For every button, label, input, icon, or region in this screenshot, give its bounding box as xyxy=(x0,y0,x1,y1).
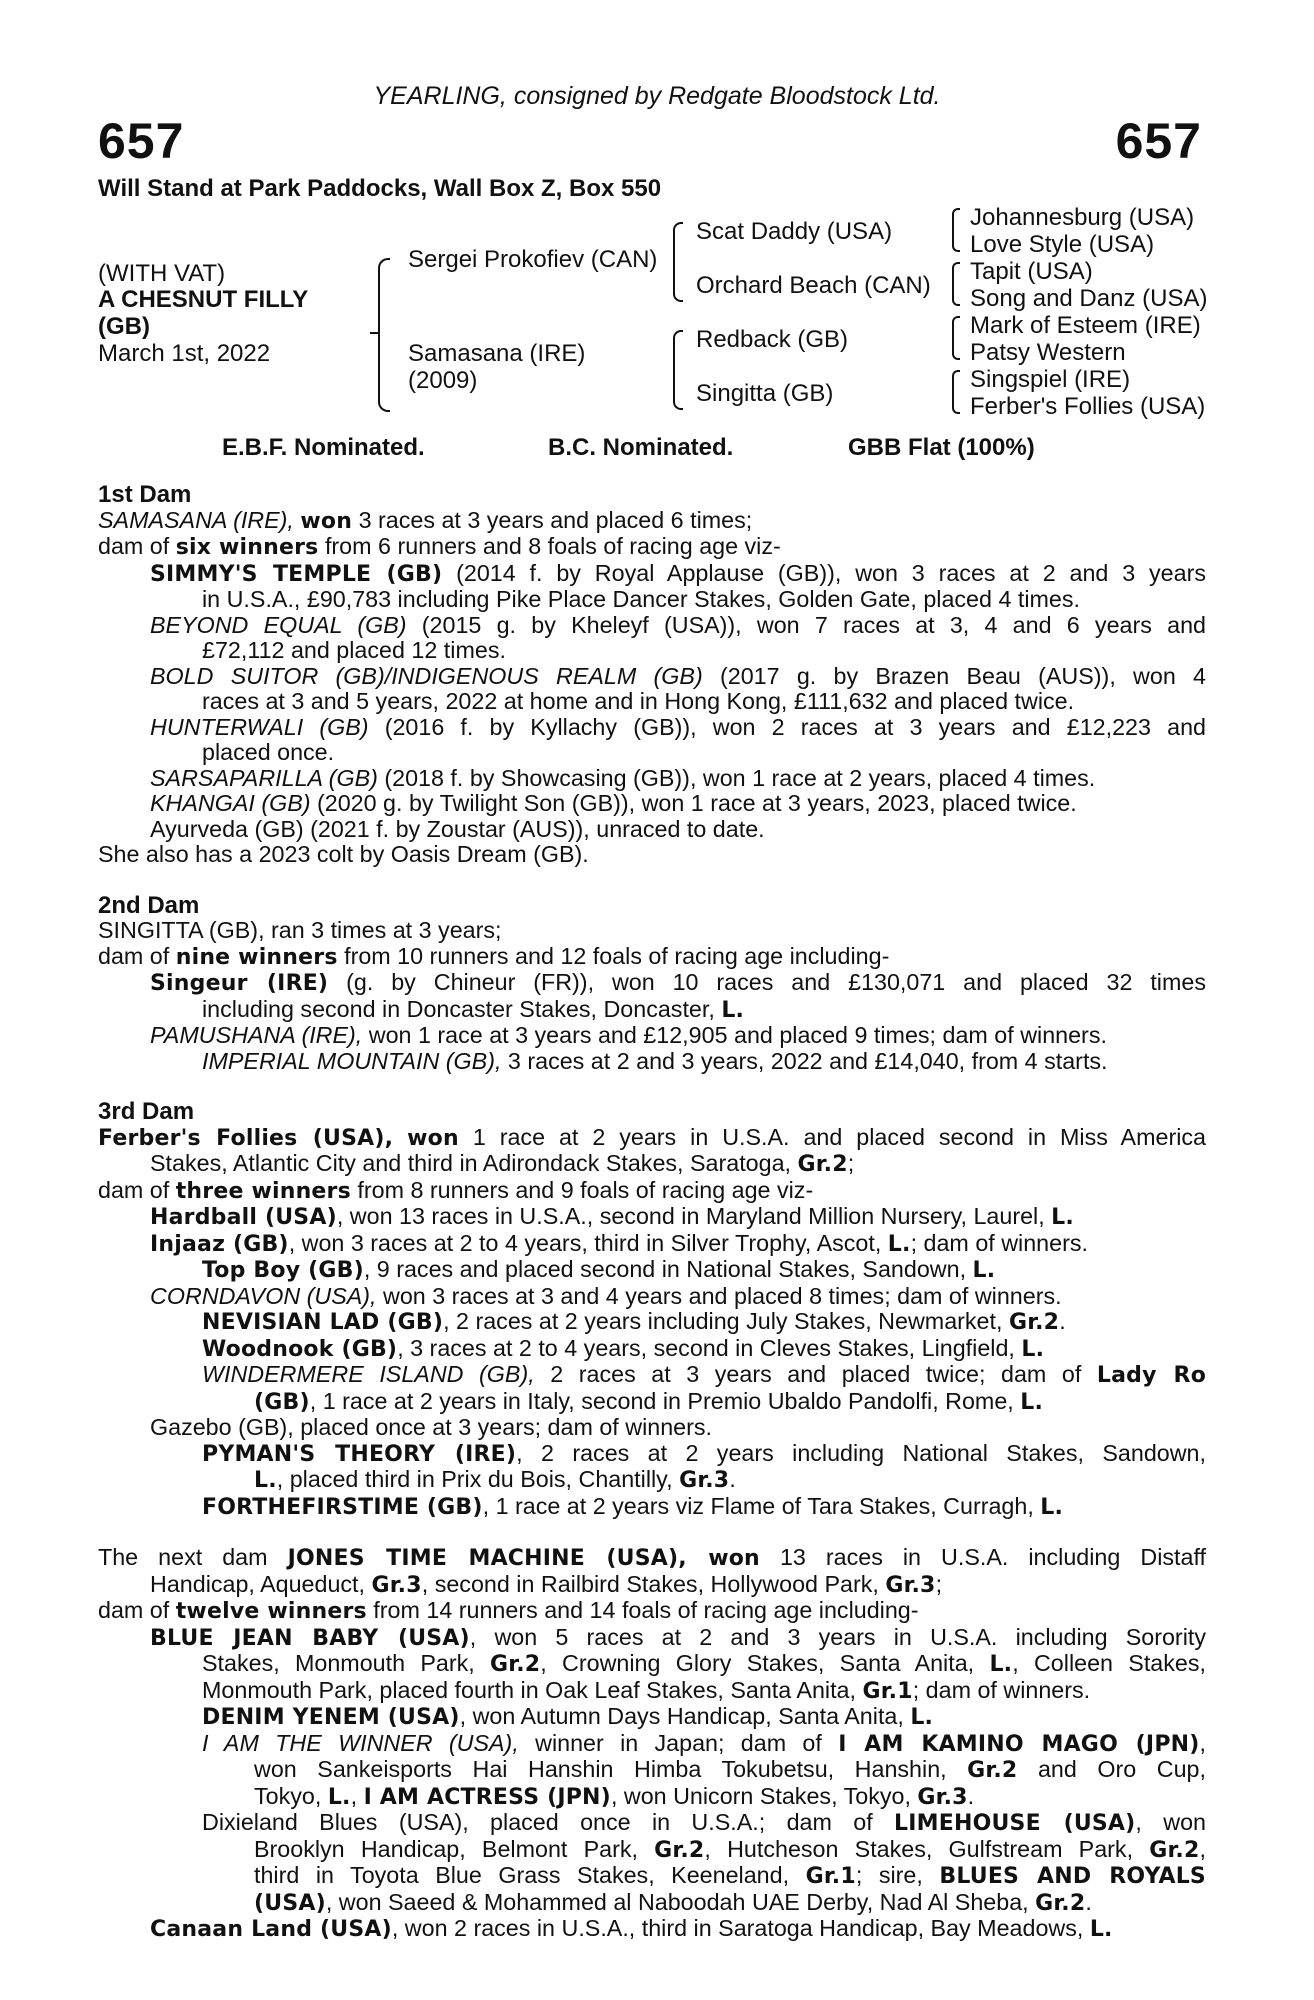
progeny-ayurveda: Ayurveda (GB) (2021 f. by Zoustar (AUS)), unraced to date. xyxy=(150,815,765,842)
progeny-lady-ro-cont: (GB), 1 race at 2 years in Italy, second in Premio Ubaldo Pandolfi, Rome, L. xyxy=(254,1387,1044,1415)
progeny-singeur: Singeur (IRE) (g. by Chineur (FR)), won 10 races and £130,071 and placed 32 times xyxy=(150,969,1206,996)
progeny-blues-and-royals-cont: (USA), won Saeed & Mohammed al Naboodah UAE Derby, Nad Al Sheba, Gr.2. xyxy=(254,1888,1092,1916)
dam: Samasana (IRE) xyxy=(408,340,586,367)
bc-nomination: B.C. Nominated. xyxy=(548,434,734,461)
progeny-injaaz: Injaaz (GB), won 3 races at 2 to 4 years, third in Silver Trophy, Ascot, L.; dam of winners. xyxy=(150,1229,1088,1257)
progeny-hardball: Hardball (USA), won 13 races in U.S.A., second in Maryland Million Nursery, Laurel, L. xyxy=(150,1203,1074,1230)
gbb-flat: GBB Flat (100%) xyxy=(848,434,1035,461)
lot-number-right: 657 xyxy=(1115,113,1202,169)
progeny-hunterwali-cont: placed once. xyxy=(202,739,335,765)
first-dam-heading: 1st Dam xyxy=(98,481,192,508)
pedigree-brace-2 xyxy=(673,222,683,302)
sire: Sergei Prokofiev (CAN) xyxy=(408,246,658,273)
progeny-limehouse-cont-2: third in Toyota Blue Grass Stakes, Keeneland, Gr.1; sire, BLUES AND ROYALS xyxy=(254,1862,1206,1889)
progeny-simmys-temple: SIMMY'S TEMPLE (GB) (2014 f. by Royal Applause (GB)), won 3 races at 2 and 3 years xyxy=(150,559,1206,587)
vat-note: (WITH VAT) xyxy=(98,260,226,287)
progeny-i-am-kamino-mago-cont: won Sankeisports Hai Hanshin Himba Tokubetsu, Hanshin, Gr.2 and Oro Cup, xyxy=(254,1756,1206,1783)
grandsire-2: Tapit (USA) xyxy=(970,258,1093,285)
first-dam-line-2: dam of six winners from 6 runners and 8 foals of racing age viz- xyxy=(98,533,781,560)
progeny-denim-yenem: DENIM YENEM (USA), won Autumn Days Handicap, Santa Anita, L. xyxy=(202,1703,934,1730)
stand-location: Will Stand at Park Paddocks, Wall Box Z, Box 550 xyxy=(98,175,662,202)
granddam-4: Ferber's Follies (USA) xyxy=(970,393,1206,420)
progeny-simmys-temple-cont: in U.S.A., £90,783 including Pike Place Dancer Stakes, Golden Gate, placed 4 times. xyxy=(202,586,1081,612)
third-dam-line-1-cont: Stakes, Atlantic City and third in Adirondack Stakes, Saratoga, Gr.2; xyxy=(150,1150,855,1177)
progeny-i-am-the-winner: I AM THE WINNER (USA), winner in Japan; dam of I AM KAMINO MAGO (JPN), xyxy=(202,1729,1206,1757)
second-dam-line-2: dam of nine winners from 10 runners and 12 foals of racing age including- xyxy=(98,942,890,970)
pedigree-brace-7 xyxy=(952,370,960,414)
dam-dam: Singitta (GB) xyxy=(696,380,834,407)
progeny-forthefirstime: FORTHEFIRSTIME (GB), 1 race at 2 years viz Flame of Tara Stakes, Curragh, L. xyxy=(202,1492,1064,1520)
progeny-blue-jean-baby-cont-1: Stakes, Monmouth Park, Gr.2, Crowning Glory Stakes, Santa Anita, L., Colleen Stakes, xyxy=(202,1650,1206,1677)
progeny-bold-suitor: BOLD SUITOR (GB)/INDIGENOUS REALM (GB) (2017 g. by Brazen Beau (AUS)), won 4 xyxy=(150,662,1206,689)
progeny-pamushana: PAMUSHANA (IRE), won 1 race at 3 years and £12,905 and placed 9 times; dam of winners. xyxy=(150,1022,1107,1048)
progeny-hunterwali: HUNTERWALI (GB) (2016 f. by Kyllachy (GB)), won 2 races at 3 years and £12,223 and xyxy=(150,713,1206,740)
pedigree-brace-1-point xyxy=(370,332,378,334)
progeny-woodnook: Woodnook (GB), 3 races at 2 to 4 years, second in Cleves Stakes, Lingfield, L. xyxy=(202,1334,1045,1362)
progeny-beyond-equal: BEYOND EQUAL (GB) (2015 g. by Kheleyf (USA)), won 7 races at 3, 4 and 6 years and xyxy=(150,611,1206,638)
dam-records xyxy=(98,482,1206,1943)
progeny-limehouse-cont-1: Brooklyn Handicap, Belmont Park, Gr.2, Hutcheson Stakes, Gulfstream Park, Gr.2, xyxy=(254,1835,1206,1863)
progeny-bold-suitor-cont: races at 3 and 5 years, 2022 at home and in Hong Kong, £111,632 and placed twice. xyxy=(202,688,1075,714)
dam-sire: Redback (GB) xyxy=(696,326,849,353)
dam-year: (2009) xyxy=(408,367,478,394)
lot-number-left: 657 xyxy=(98,113,185,169)
progeny-top-boy: Top Boy (GB), 9 races and placed second in National Stakes, Sandown, L. xyxy=(202,1256,996,1283)
grandsire-4: Singspiel (IRE) xyxy=(970,366,1131,393)
progeny-sarsaparilla: SARSAPARILLA (GB) (2018 f. by Showcasing (GB)), won 1 race at 2 years, placed 4 times. xyxy=(150,764,1096,791)
progeny-dixieland-blues: Dixieland Blues (USA), placed once in U.S.A.; dam of LIMEHOUSE (USA), won xyxy=(202,1809,1206,1836)
progeny-blue-jean-baby-cont-2: Monmouth Park, placed fourth in Oak Leaf Stakes, Santa Anita, Gr.1; dam of winners. xyxy=(202,1676,1091,1704)
progeny-beyond-equal-cont: £72,112 and placed 12 times. xyxy=(202,637,506,663)
sire-sire: Scat Daddy (USA) xyxy=(696,218,893,245)
granddam-1: Love Style (USA) xyxy=(970,231,1155,258)
pedigree-brace-1 xyxy=(378,258,390,412)
progeny-corndavon: CORNDAVON (USA), won 3 races at 3 and 4 years and placed 8 times; dam of winners. xyxy=(150,1282,1062,1309)
next-dam-line-1-cont: Handicap, Aqueduct, Gr.3, second in Railbird Stakes, Hollywood Park, Gr.3; xyxy=(150,1570,943,1598)
next-dam-line-2: dam of twelve winners from 14 runners and 14 foals of racing age including- xyxy=(98,1597,919,1624)
third-dam-line-1: Ferber's Follies (USA), won 1 race at 2 years in U.S.A. and placed second in Miss America xyxy=(98,1123,1206,1151)
progeny-khangai: KHANGAI (GB) (2020 g. by Twilight Son (GB)), won 1 race at 3 years, 2023, placed twice. xyxy=(150,790,1077,816)
second-dam-line-1: SINGITTA (GB), ran 3 times at 3 years; xyxy=(98,917,502,943)
progeny-singeur-cont: including second in Doncaster Stakes, Doncaster, L. xyxy=(202,995,745,1023)
progeny-windermere-island: WINDERMERE ISLAND (GB), 2 races at 3 years and placed twice; dam of Lady Ro xyxy=(202,1361,1207,1388)
ebf-nomination: E.B.F. Nominated. xyxy=(222,434,425,461)
subject-foaled: March 1st, 2022 xyxy=(98,340,271,367)
pedigree-brace-4 xyxy=(952,208,960,252)
grandsire-3: Mark of Esteem (IRE) xyxy=(970,312,1201,339)
progeny-gazebo: Gazebo (GB), placed once at 3 years; dam of winners. xyxy=(150,1414,712,1440)
pedigree-brace-3 xyxy=(673,330,683,410)
progeny-pymans-theory-cont: L., placed third in Prix du Bois, Chantilly, Gr.3. xyxy=(254,1466,736,1493)
progeny-i-am-actress: Tokyo, L., I AM ACTRESS (JPN), won Unicorn Stakes, Tokyo, Gr.3. xyxy=(254,1782,975,1810)
progeny-nevisian-lad: NEVISIAN LAD (GB), 2 races at 2 years including July Stakes, Newmarket, Gr.2. xyxy=(202,1308,1066,1335)
pedigree-brace-6 xyxy=(952,316,960,360)
subject-name: A CHESNUT FILLY xyxy=(98,286,309,313)
first-dam-line-1: SAMASANA (IRE), won 3 races at 3 years and placed 6 times; xyxy=(98,506,753,534)
second-dam-heading: 2nd Dam xyxy=(98,891,200,919)
progeny-imperial-mountain: IMPERIAL MOUNTAIN (GB), 3 races at 2 and 3 years, 2022 and £14,040, from 4 starts. xyxy=(202,1047,1108,1074)
third-dam-heading: 3rd Dam xyxy=(98,1098,195,1125)
progeny-pymans-theory: PYMAN'S THEORY (IRE), 2 races at 2 years including National Stakes, Sandown, xyxy=(202,1439,1206,1467)
subject-country: (GB) xyxy=(98,313,150,340)
consignment-line: YEARLING, consigned by Redgate Bloodstock Ltd. xyxy=(373,82,941,110)
progeny-canaan-land: Canaan Land (USA), won 2 races in U.S.A., third in Saratoga Handicap, Bay Meadows, L. xyxy=(150,1915,1113,1942)
grandsire-1: Johannesburg (USA) xyxy=(970,204,1195,231)
pedigree-brace-5 xyxy=(952,262,960,306)
sire-dam: Orchard Beach (CAN) xyxy=(696,272,931,299)
granddam-2: Song and Danz (USA) xyxy=(970,285,1208,312)
next-dam-line-1: The next dam JONES TIME MACHINE (USA), won 13 races in U.S.A. including Distaff xyxy=(98,1544,1206,1571)
granddam-3: Patsy Western xyxy=(970,339,1126,366)
progeny-2023-colt: She also has a 2023 colt by Oasis Dream (GB). xyxy=(98,841,589,867)
third-dam-line-2: dam of three winners from 8 runners and 9 foals of racing age viz- xyxy=(98,1176,814,1204)
progeny-blue-jean-baby: BLUE JEAN BABY (USA), won 5 races at 2 and 3 years in U.S.A. including Sorority xyxy=(150,1623,1206,1651)
